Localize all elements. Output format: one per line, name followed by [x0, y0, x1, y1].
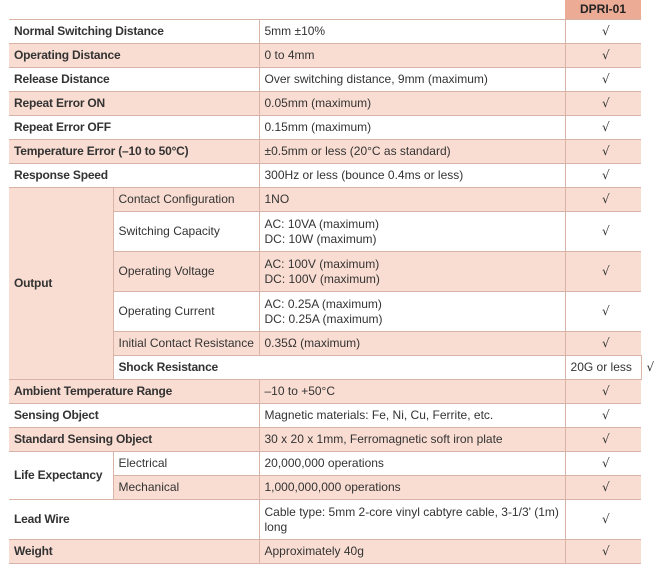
- spec-row-lead-wire: [9, 500, 641, 540]
- spec-table: [9, 0, 654, 564]
- spec-value-line: Cable type: 5mm 2-core vinyl cabtyre cable, 3-1/3' (1m): [264, 504, 559, 519]
- spec-value-line: DC: 0.25A (maximum): [264, 311, 383, 326]
- spec-name: Normal Switching Distance: [9, 20, 259, 44]
- spec-value: 1NO: [259, 188, 565, 212]
- check-mark: √: [565, 92, 641, 116]
- header-blank: [9, 0, 565, 20]
- check-mark: √: [565, 44, 641, 68]
- spec-value: [259, 212, 565, 252]
- check-mark: √: [565, 476, 641, 500]
- check-mark: √: [565, 68, 641, 92]
- spec-name: Weight: [9, 540, 259, 564]
- spec-name: Release Distance: [9, 68, 259, 92]
- check-mark: √: [565, 212, 641, 252]
- spec-value: Approximately 40g: [259, 540, 565, 564]
- spec-value-line: AC: 0.25A (maximum): [264, 296, 382, 311]
- spec-value-line: DC: 10W (maximum): [264, 231, 377, 246]
- spec-name: Shock Resistance: [113, 356, 565, 380]
- spec-row-contact-config: [9, 188, 641, 212]
- spec-row-life-electrical: [9, 452, 641, 476]
- spec-name: Response Speed: [9, 164, 259, 188]
- spec-name: Ambient Temperature Range: [9, 380, 259, 404]
- check-mark: √: [565, 500, 641, 540]
- spec-name: Lead Wire: [9, 500, 259, 540]
- spec-value-line: DC: 100V (maximum): [264, 271, 380, 286]
- spec-value-line: AC: 10VA (maximum): [264, 216, 379, 231]
- spec-name: Sensing Object: [9, 404, 259, 428]
- spec-value: 0.35Ω (maximum): [259, 332, 565, 356]
- spec-row-operating-distance: [9, 44, 641, 68]
- check-mark: √: [565, 292, 641, 332]
- spec-row-weight: [9, 540, 641, 564]
- spec-row-standard-sensing-object: [9, 428, 641, 452]
- spec-value: Over switching distance, 9mm (maximum): [259, 68, 565, 92]
- check-mark: √: [565, 140, 641, 164]
- check-mark: √: [565, 164, 641, 188]
- spec-row-response-speed: [9, 164, 641, 188]
- spec-row-normal-switching: [9, 20, 641, 44]
- spec-sub-label: Mechanical: [113, 476, 259, 500]
- spec-value: –10 to +50°C: [259, 380, 565, 404]
- spec-sub-label: Contact Configuration: [113, 188, 259, 212]
- check-mark: √: [565, 20, 641, 44]
- spec-name: Repeat Error OFF: [9, 116, 259, 140]
- spec-name: Temperature Error (–10 to 50°C): [9, 140, 259, 164]
- check-mark: √: [565, 332, 641, 356]
- spec-value: [259, 252, 565, 292]
- spec-sub-label: Operating Current: [113, 292, 259, 332]
- spec-row-repeat-off: [9, 116, 641, 140]
- spec-value: 20,000,000 operations: [259, 452, 565, 476]
- spec-row-repeat-on: [9, 92, 641, 116]
- spec-value: 20G or less: [565, 356, 641, 380]
- spec-value: Magnetic materials: Fe, Ni, Cu, Ferrite, etc.: [259, 404, 565, 428]
- spec-name: Repeat Error ON: [9, 92, 259, 116]
- spec-value: 1,000,000,000 operations: [259, 476, 565, 500]
- spec-sub-label: Operating Voltage: [113, 252, 259, 292]
- spec-row-shock-resistance: Shock Resistance 20G or less √: [9, 356, 641, 380]
- model-header: DPRI-01: [565, 0, 641, 20]
- spec-value: ±0.5mm or less (20°C as standard): [259, 140, 565, 164]
- spec-row-release-distance: [9, 68, 641, 92]
- check-mark: √: [565, 116, 641, 140]
- check-mark: √: [565, 188, 641, 212]
- spec-value-line: long: [264, 519, 288, 534]
- check-mark: √: [565, 380, 641, 404]
- check-mark: √: [565, 404, 641, 428]
- spec-row-sensing-object: [9, 404, 641, 428]
- spec-value: [259, 292, 565, 332]
- spec-value: 300Hz or less (bounce 0.4ms or less): [259, 164, 565, 188]
- check-mark: √: [565, 452, 641, 476]
- spec-value: 30 x 20 x 1mm, Ferromagnetic soft iron plate: [259, 428, 565, 452]
- spec-sub-label: Switching Capacity: [113, 212, 259, 252]
- spec-name: Operating Distance: [9, 44, 259, 68]
- spec-value: [259, 500, 565, 540]
- spec-group-name-life-expectancy: Life Expectancy: [9, 452, 113, 500]
- check-mark: √: [565, 252, 641, 292]
- header-row: [9, 0, 641, 20]
- check-mark: √: [565, 428, 641, 452]
- spec-value: 0.15mm (maximum): [259, 116, 565, 140]
- spec-sub-label: Initial Contact Resistance: [113, 332, 259, 356]
- spec-name: Standard Sensing Object: [9, 428, 259, 452]
- spec-value-line: AC: 100V (maximum): [264, 256, 380, 271]
- spec-group-name-output: Output: [9, 188, 113, 380]
- check-mark: √: [565, 540, 641, 564]
- spec-value: 0.05mm (maximum): [259, 92, 565, 116]
- spec-sub-label: Electrical: [113, 452, 259, 476]
- spec-value: 0 to 4mm: [259, 44, 565, 68]
- spec-row-ambient-temp: [9, 380, 641, 404]
- spec-row-temp-error: [9, 140, 641, 164]
- spec-value: 5mm ±10%: [259, 20, 565, 44]
